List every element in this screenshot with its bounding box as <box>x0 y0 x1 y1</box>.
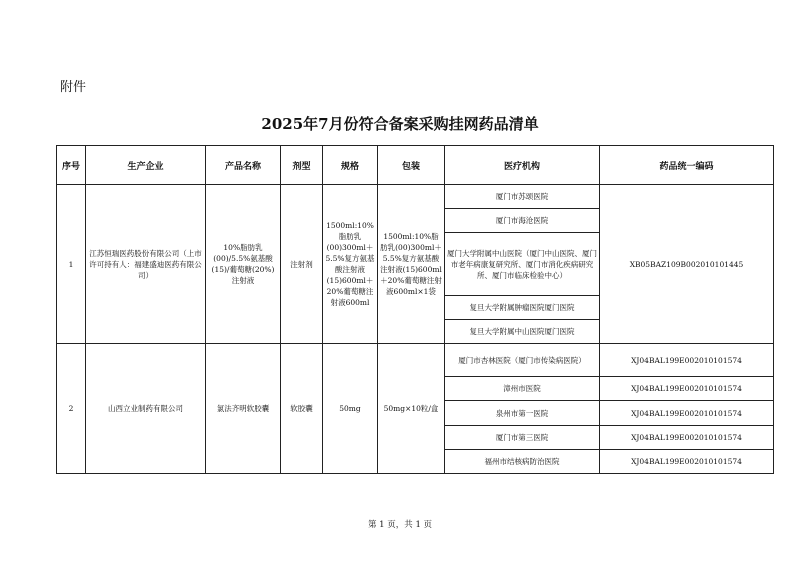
cell-maker: 山西立业制药有限公司 <box>86 344 206 474</box>
header-product: 产品名称 <box>206 146 281 185</box>
cell-institution: 厦门市第三医院 <box>445 425 600 449</box>
header-spec: 规格 <box>323 146 378 185</box>
cell-form: 注射剂 <box>281 185 323 344</box>
cell-institution: 厦门市苏颂医院 <box>445 185 600 209</box>
cell-code: XJ04BAL199E002010101574 <box>600 425 774 449</box>
cell-institution: 泉州市第一医院 <box>445 401 600 425</box>
header-maker: 生产企业 <box>86 146 206 185</box>
cell-form: 软胶囊 <box>281 344 323 474</box>
attachment-label: 附件 <box>60 80 87 95</box>
cell-institution: 复旦大学附属肿瘤医院厦门医院 <box>445 295 600 319</box>
cell-product: 氯法齐明软胶囊 <box>206 344 281 474</box>
cell-product: 10%脂肪乳(00)/5.5%氨基酸(15)/葡萄糖(20%)注射液 <box>206 185 281 344</box>
cell-seq: 2 <box>57 344 86 474</box>
cell-spec: 1500ml:10%脂肪乳(00)300ml＋5.5%复方氨基酸注射液(15)600ml＋20%葡萄糖注射液600ml <box>323 185 378 344</box>
table-row <box>57 344 774 377</box>
page-title: 2025年7月份符合备案采购挂网药品清单 <box>261 115 539 133</box>
cell-code: XJ04BAL199E002010101574 <box>600 344 774 377</box>
drug-list-table <box>56 145 774 474</box>
table-row <box>57 185 774 209</box>
cell-code: XJ04BAL199E002010101574 <box>600 401 774 425</box>
cell-code: XJ04BAL199E002010101574 <box>600 449 774 473</box>
header-pack: 包装 <box>378 146 445 185</box>
cell-pack: 50mg×10粒/盒 <box>378 344 445 474</box>
header-form: 剂型 <box>281 146 323 185</box>
header-seq: 序号 <box>57 146 86 185</box>
header-code: 药品统一编码 <box>600 146 774 185</box>
page-footer: 第 1 页，共 1 页 <box>367 520 433 530</box>
table-header-row <box>57 146 774 185</box>
header-institution: 医疗机构 <box>445 146 600 185</box>
cell-institution: 复旦大学附属中山医院厦门医院 <box>445 320 600 344</box>
cell-spec: 50mg <box>323 344 378 474</box>
cell-institution: 福州市结核病防治医院 <box>445 449 600 473</box>
cell-institution: 厦门市杏林医院（厦门市传染病医院） <box>445 344 600 377</box>
cell-seq: 1 <box>57 185 86 344</box>
cell-institution: 漳州市医院 <box>445 377 600 401</box>
cell-institution: 厦门大学附属中山医院（厦门中山医院、厦门市老年病康复研究所、厦门市消化疾病研究所、厦门市临床检验中心） <box>445 233 600 296</box>
cell-maker: 江苏恒瑞医药股份有限公司（上市许可持有人：福建盛迪医药有限公司） <box>86 185 206 344</box>
cell-code: XJ04BAL199E002010101574 <box>600 377 774 401</box>
cell-code: XB05BAZ109B002010101445 <box>600 185 774 344</box>
cell-pack: 1500ml:10%脂肪乳(00)300ml＋5.5%复方氨基酸注射液(15)600ml＋20%葡萄糖注射液600ml×1袋 <box>378 185 445 344</box>
cell-institution: 厦门市海沧医院 <box>445 209 600 233</box>
